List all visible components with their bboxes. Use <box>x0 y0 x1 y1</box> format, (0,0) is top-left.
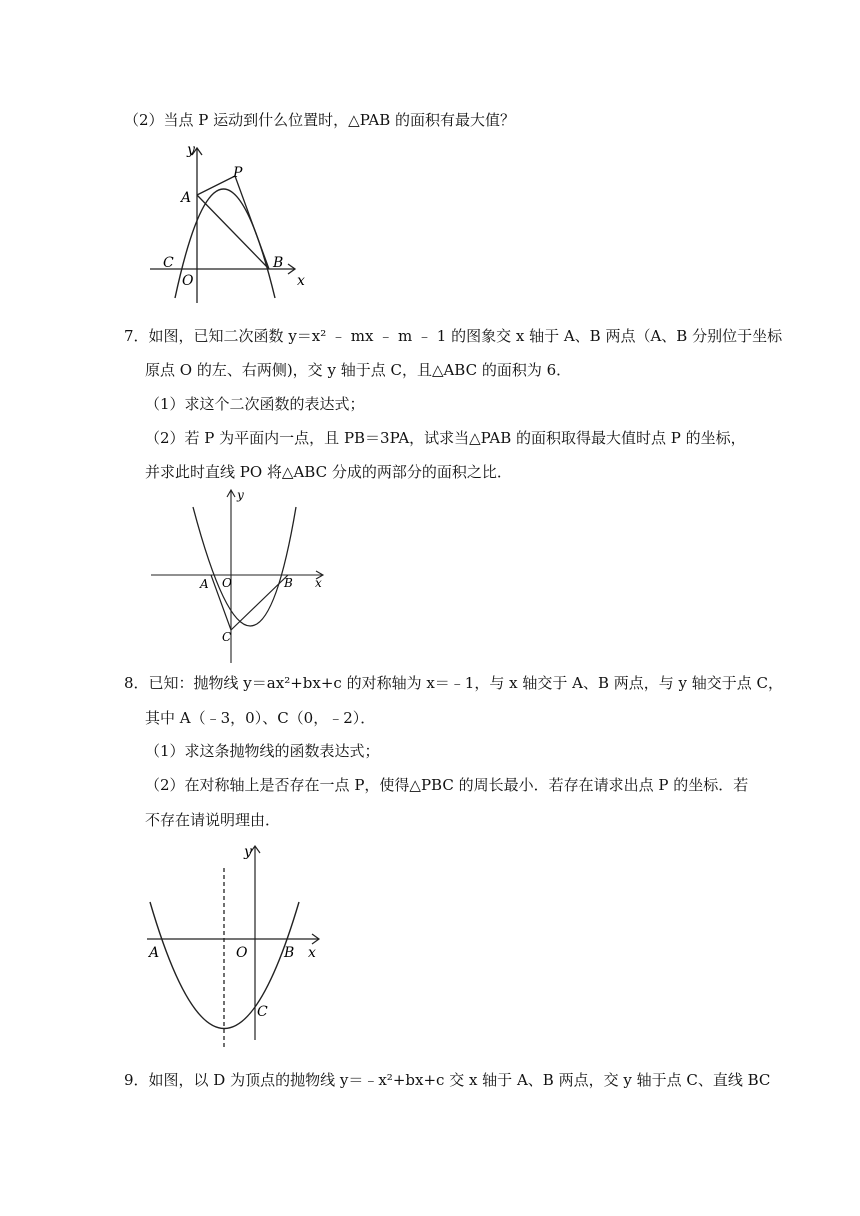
label-B: B <box>273 255 284 271</box>
label-A: A <box>200 577 209 591</box>
label-x: x <box>315 576 322 590</box>
label-P: P <box>233 165 243 181</box>
label-O: O <box>236 945 248 961</box>
label-A: A <box>181 190 192 206</box>
parabola <box>193 507 296 626</box>
q6-part2-text: （2）当点 P 运动到什么位置时，△PAB 的面积有最大值？ <box>124 111 516 129</box>
label-B: B <box>284 576 293 590</box>
label-y: y <box>187 142 195 158</box>
q7-figure <box>148 485 333 670</box>
q8-line1: 8．已知：抛物线 y＝ax²+bx+c 的对称轴为 x＝﹣1，与 x 轴交于 A、B 两点，与 y 轴交于点 C， <box>124 674 783 692</box>
label-O: O <box>182 273 194 289</box>
q6-figure <box>145 140 315 310</box>
label-x: x <box>297 273 305 289</box>
label-y: y <box>237 488 244 502</box>
q8-part1: （1）求这条抛物线的函数表达式； <box>145 742 380 760</box>
label-x: x <box>308 945 316 961</box>
q9-line1: 9．如图，以 D 为顶点的抛物线 y＝﹣x²+bx+c 交 x 轴于 A、B 两点，交 y 轴于点 C、直线 BC <box>124 1071 771 1089</box>
label-y: y <box>244 844 252 860</box>
q8-line2: 其中 A（﹣3，0）、C（0，﹣2）． <box>145 709 376 727</box>
q7-part1: （1）求这个二次函数的表达式； <box>145 395 365 413</box>
q8-part2b: 不存在请说明理由． <box>145 811 281 829</box>
q7-line1: 7．如图，已知二次函数 y＝x² ﹣ mx ﹣ m ﹣ 1 的图象交 x 轴于 A、B 两点（A、B 分别位于坐标 <box>124 327 783 345</box>
label-C: C <box>257 1004 268 1020</box>
label-A: A <box>149 945 160 961</box>
q8-part2a: （2）在对称轴上是否存在一点 P，使得△PBC 的周长最小．若存在请求出点 P 的坐标．若 <box>145 776 749 794</box>
label-O: O <box>222 576 232 590</box>
q7-line2: 原点 O 的左、右两侧)，交 y 轴于点 C，且△ABC 的面积为 6． <box>145 361 572 379</box>
q7-part2a: （2）若 P 为平面内一点，且 PB＝3PA，试求当△PAB 的面积取得最大值时点 P 的坐标， <box>145 429 746 447</box>
label-B: B <box>284 945 295 961</box>
q8-figure <box>144 840 334 1055</box>
label-C: C <box>163 255 174 271</box>
q7-part2b: 并求此时直线 PO 将△ABC 分成的两部分的面积之比． <box>145 463 512 481</box>
label-C: C <box>222 630 232 644</box>
